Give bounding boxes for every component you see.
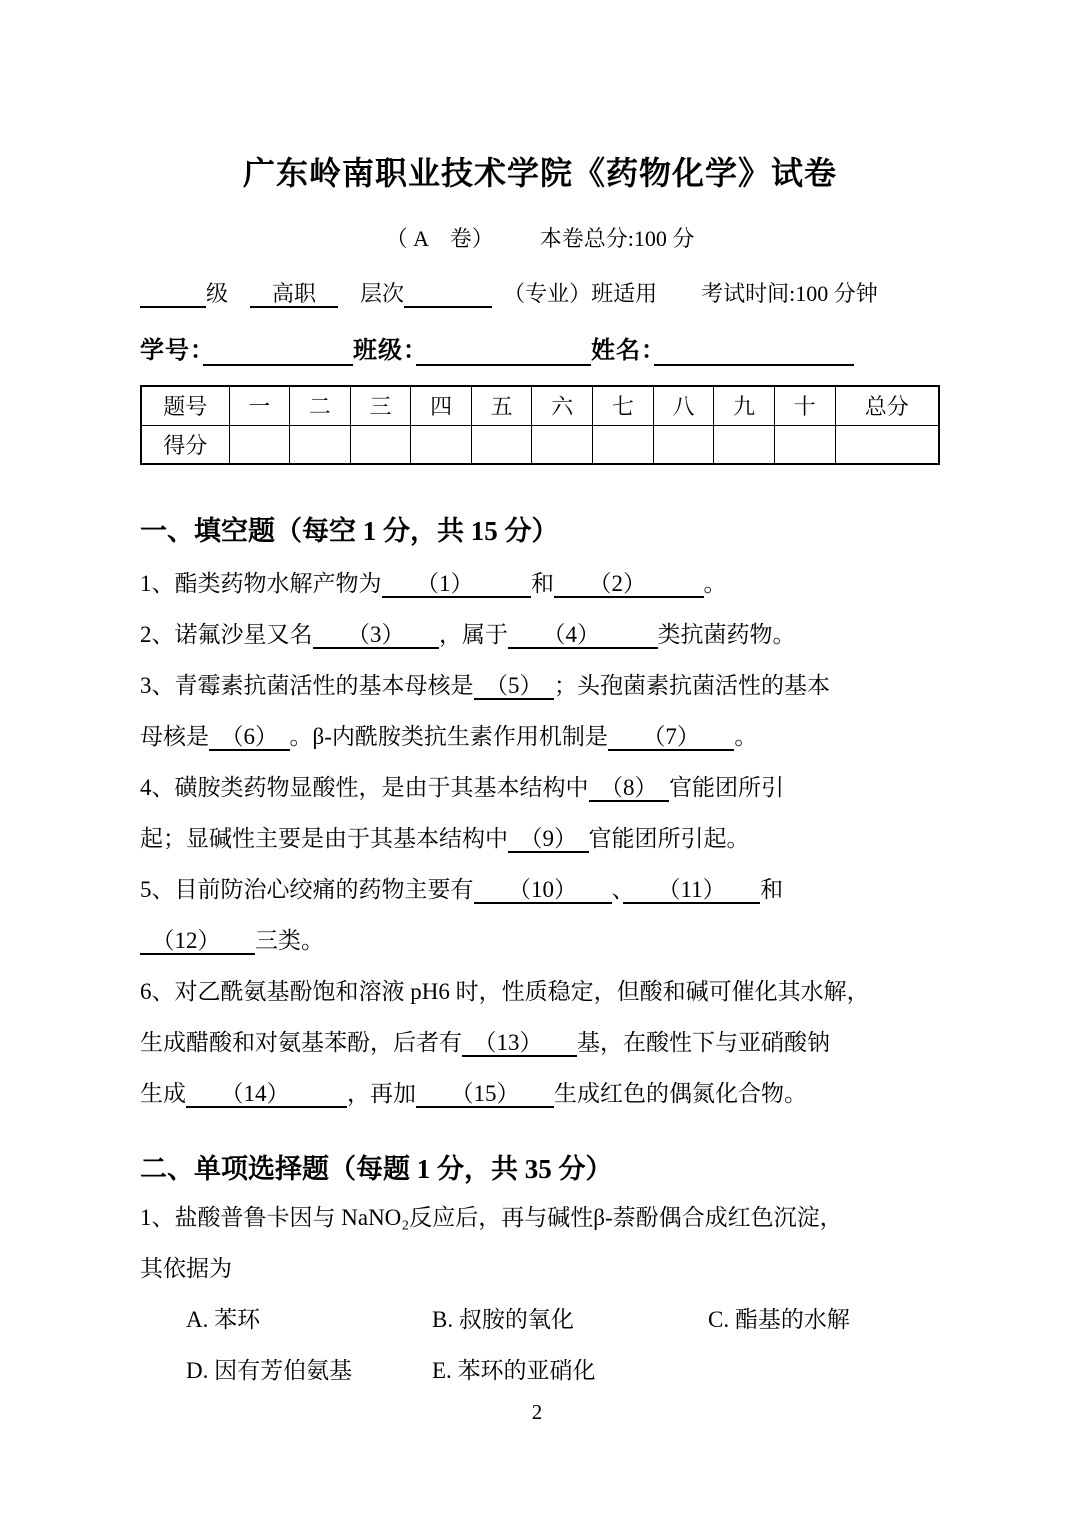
- score-cell-empty: [593, 425, 654, 464]
- blank-underline: （13）: [462, 1030, 577, 1055]
- score-cell-empty: [229, 425, 290, 464]
- blank-underline: （14）: [186, 1081, 347, 1106]
- question-number-cell: 一: [229, 386, 290, 425]
- section2-heading: 二、单项选择题（每题 1 分，共 35 分）: [140, 1154, 613, 1184]
- question-number-cell: 三: [350, 386, 411, 425]
- blank-underline: [416, 338, 591, 366]
- blank-underline: （2）: [554, 571, 704, 596]
- text-run: 5、目前防治心绞痛的药物主要有: [140, 877, 474, 902]
- mc-option: D. 因有芳伯氨基: [186, 1358, 353, 1383]
- fill-in-line: [140, 660, 940, 711]
- score-table-body: [141, 386, 939, 464]
- score-cell-empty: [653, 425, 714, 464]
- text-run: 生成: [140, 1081, 186, 1106]
- blank-underline: （10）: [473, 877, 612, 902]
- fill-in-line: [140, 1017, 940, 1068]
- fill-in-line: [140, 711, 940, 762]
- fill-in-line: [140, 762, 940, 813]
- exam-subtitle: [140, 222, 940, 253]
- text-run: 姓名：: [591, 338, 654, 364]
- section1-heading: 一、填空题（每空 1 分，共 15 分）: [140, 516, 559, 546]
- mc-option: A. 苯环: [186, 1307, 261, 1332]
- blank-underline: （4）: [508, 622, 658, 647]
- text-run: 。β-内酰胺类抗生素作用机制是: [289, 724, 608, 749]
- blank-underline: （9）: [508, 826, 589, 851]
- blank-underline: [654, 338, 854, 366]
- question-number-label: 题号: [141, 386, 229, 425]
- text-run: 级: [206, 281, 251, 306]
- fill-in-paragraphs: [140, 558, 940, 1119]
- text-run: 、: [611, 877, 623, 902]
- fill-in-line: [140, 609, 940, 660]
- text-run: 2、诺氟沙星又名: [140, 622, 313, 647]
- blank-underline: [203, 338, 353, 366]
- score-cell-empty: [774, 425, 835, 464]
- text-run: 4、磺胺类药物显酸性，是由于其基本结构中: [140, 775, 589, 800]
- text-run: 三类。: [255, 928, 324, 953]
- score-cell-empty: [532, 425, 593, 464]
- text-run: 1、酯类药物水解产物为: [140, 571, 382, 596]
- score-cell-empty: [350, 425, 411, 464]
- question-number-cell: 五: [471, 386, 532, 425]
- blank-underline: （8）: [588, 775, 669, 800]
- text-run: 官能团所引起。: [588, 826, 750, 851]
- question-number-cell: 二: [290, 386, 351, 425]
- score-cell-empty: [411, 425, 472, 464]
- question-number-cell: 六: [532, 386, 593, 425]
- text-run: 。: [703, 571, 727, 596]
- mc-question1-line1: 1、盐酸普鲁卡因与 NaNO₂反应后，再与碱性β-萘酚偶合成红色沉淀，: [140, 1205, 843, 1230]
- blank-underline: （11）: [623, 877, 761, 902]
- score-cell-empty: [835, 425, 939, 464]
- text-run: 基，在酸性下与亚硝酸钠: [577, 1030, 830, 1055]
- question-number-cell: 九: [714, 386, 775, 425]
- text-run: 学号：: [140, 338, 203, 364]
- grade-line: [140, 277, 940, 308]
- score-cell-empty: [471, 425, 532, 464]
- text-run: 。: [734, 724, 758, 749]
- mc-question1-line2: 其依据为: [140, 1256, 232, 1281]
- question-number-cell: 八: [653, 386, 714, 425]
- fill-in-line: [140, 864, 940, 915]
- mc-option: E. 苯环的亚硝化: [432, 1358, 596, 1383]
- blank-underline: （1）: [381, 571, 531, 596]
- question-number-row: [141, 386, 939, 425]
- exam-title: 广东岭南职业技术学院《药物化学》试卷: [242, 155, 837, 191]
- mc-options-row2: [140, 1345, 940, 1396]
- question-number-cell: 十: [774, 386, 835, 425]
- blank-underline: [140, 281, 206, 308]
- text-run: ，再加: [347, 1081, 416, 1106]
- question-number-cell: 七: [593, 386, 654, 425]
- blank-underline: （3）: [312, 622, 439, 647]
- score-cell-empty: [290, 425, 351, 464]
- text-run: 生成醋酸和对氨基苯酚，后者有: [140, 1030, 462, 1055]
- text-run: 和: [531, 571, 554, 596]
- mc-option: B. 叔胺的氧化: [432, 1307, 574, 1332]
- mc-option: C. 酯基的水解: [708, 1307, 850, 1332]
- text-run: 和: [760, 877, 784, 902]
- score-row: [141, 425, 939, 464]
- blank-underline: （12）: [140, 928, 255, 953]
- text-run: ，属于: [439, 622, 508, 647]
- blank-underline: （15）: [416, 1081, 554, 1106]
- mc-options-row1: [140, 1294, 940, 1345]
- fill-in-line: [140, 813, 940, 864]
- student-info-line: [140, 330, 940, 365]
- blank-underline: （7）: [607, 724, 735, 749]
- text-run: 官能团所引: [669, 775, 784, 800]
- question-number-cell: 四: [411, 386, 472, 425]
- text-run: 层次: [338, 281, 405, 306]
- text-run: 6、对乙酰氨基酚饱和溶液 pH6 时，性质稳定，但酸和碱可催化其水解，: [140, 979, 870, 1004]
- paper-variant-label: （ A 卷）: [385, 226, 494, 251]
- fill-in-line: [140, 558, 940, 609]
- text-run: 起；显碱性主要是由于其基本结构中: [140, 826, 508, 851]
- text-run: 母核是: [140, 724, 209, 749]
- score-label: 得分: [141, 425, 229, 464]
- text-run: ；头孢菌素抗菌活性的基本: [554, 673, 830, 698]
- page-number: 2: [531, 1400, 543, 1424]
- fill-in-line: [140, 966, 940, 1017]
- text-run: 3、青霉素抗菌活性的基本母核是: [140, 673, 474, 698]
- text-run: 班级：: [353, 338, 416, 364]
- blank-underline: （5）: [473, 673, 554, 698]
- fill-in-line: [140, 915, 940, 966]
- blank-underline: [404, 281, 492, 308]
- blank-underline: （6）: [209, 724, 290, 749]
- text-run: 类抗菌药物。: [657, 622, 796, 647]
- text-run: 生成红色的偶氮化合物。: [554, 1081, 807, 1106]
- total-score-label: 本卷总分:100 分: [539, 226, 695, 251]
- score-table: [140, 385, 940, 465]
- blank-underline: 高职: [250, 281, 339, 306]
- text-run: （专业）班适用 考试时间:100 分钟: [492, 281, 878, 306]
- question-number-cell: 总分: [835, 386, 939, 425]
- score-cell-empty: [714, 425, 775, 464]
- fill-in-line: [140, 1068, 940, 1119]
